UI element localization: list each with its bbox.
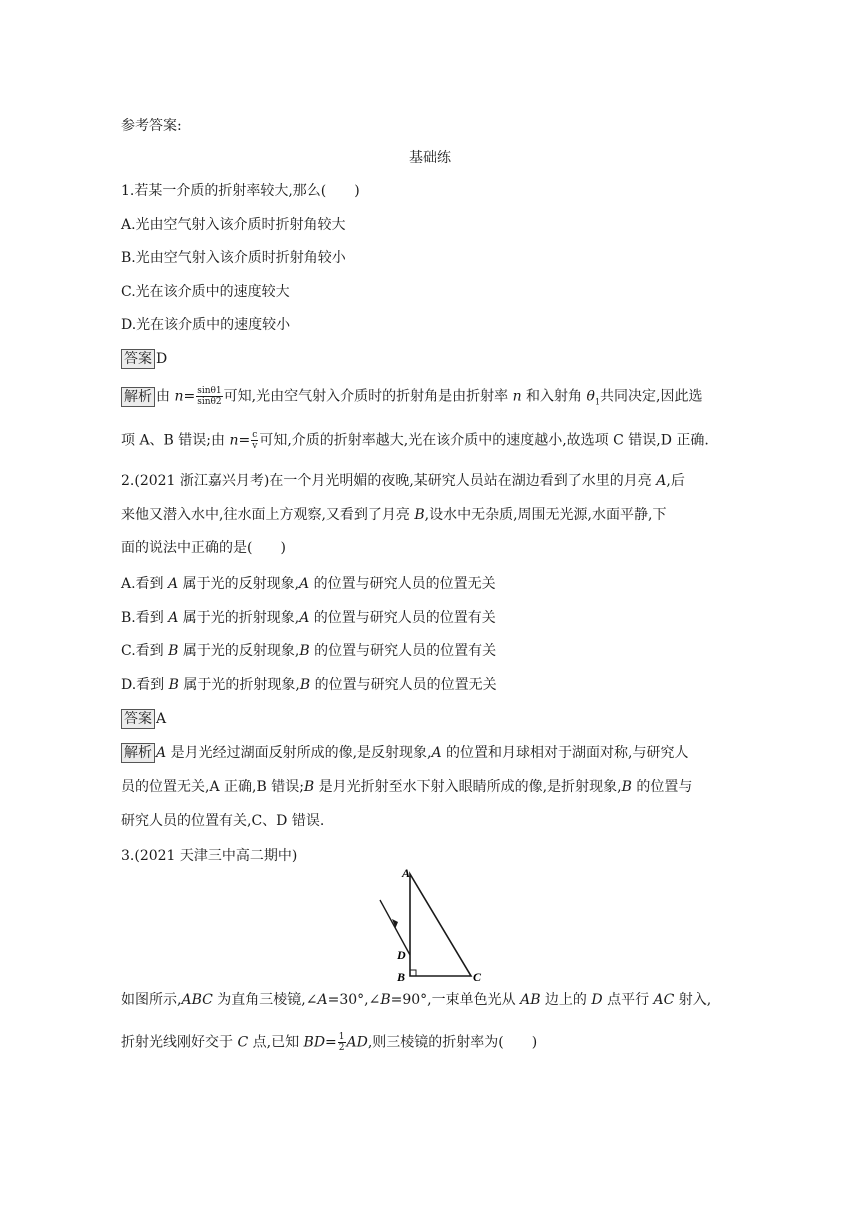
var: B bbox=[303, 779, 315, 795]
text: = bbox=[238, 432, 251, 449]
text: B.看到 bbox=[121, 610, 169, 626]
var: A bbox=[168, 576, 179, 592]
fraction-denominator: 2 bbox=[338, 1043, 345, 1053]
text: 2.(2021 浙江嘉兴月考)在一个月光明媚的夜晚,某研究人员站在湖边看到了水里的月亮 bbox=[121, 473, 657, 489]
fraction-sin bbox=[196, 386, 222, 407]
text: 属于光的折射现象, bbox=[178, 610, 300, 626]
q2-answer bbox=[121, 709, 166, 729]
fraction-denominator: v bbox=[252, 441, 258, 451]
reference-answer-label: 参考答案: bbox=[121, 118, 182, 134]
text: 来他又潜入水中,往水面上方观察,又看到了月亮 bbox=[121, 507, 415, 523]
q2-option-d bbox=[121, 675, 497, 695]
var: ABC bbox=[181, 992, 213, 1008]
fraction-denominator: sinθ2 bbox=[197, 397, 222, 407]
point-label-d: D bbox=[397, 948, 406, 962]
fraction-c-v bbox=[251, 430, 258, 451]
var: AD bbox=[346, 1034, 368, 1051]
var: B bbox=[621, 779, 632, 795]
var: A bbox=[299, 610, 310, 626]
text: 如图所示, bbox=[121, 992, 182, 1008]
text: A.看到 bbox=[121, 576, 169, 592]
q1-answer bbox=[121, 349, 167, 369]
text: 可知,光由空气射入介质时的折射角是由折射率 bbox=[223, 388, 513, 405]
vertex-label-a: A bbox=[402, 866, 411, 880]
text: D.看到 bbox=[121, 677, 169, 693]
q2-stem-line-1 bbox=[121, 471, 685, 491]
incident-ray bbox=[380, 900, 410, 955]
q2-option-c bbox=[121, 641, 496, 661]
fraction-numerator: c bbox=[252, 430, 258, 440]
var: A bbox=[156, 745, 167, 761]
fraction-numerator: sinθ1 bbox=[197, 386, 222, 396]
text: 边上的 bbox=[540, 992, 592, 1008]
fraction-numerator: 1 bbox=[338, 1032, 345, 1042]
var: B bbox=[414, 507, 425, 523]
q1-answer-value: D bbox=[156, 351, 168, 367]
text: 项 A、B 错误;由 bbox=[121, 432, 230, 449]
right-angle-marker bbox=[410, 970, 416, 976]
var: B bbox=[168, 643, 179, 659]
fraction-half bbox=[338, 1032, 346, 1053]
answer-tag: 答案 bbox=[121, 349, 155, 369]
text: 的位置与研究人员的位置无关 bbox=[310, 677, 497, 693]
text: =90°,一束单色光从 bbox=[390, 992, 521, 1008]
q2-stem-line-2 bbox=[121, 505, 666, 525]
text: = bbox=[325, 1034, 337, 1051]
q2-option-b bbox=[121, 608, 496, 628]
var: A bbox=[656, 473, 667, 489]
var: A bbox=[168, 610, 179, 626]
q2-stem-line-3: 面的说法中正确的是( ) bbox=[121, 540, 286, 556]
q1-option-d: D.光在该介质中的速度较小 bbox=[121, 317, 291, 333]
text: 点,已知 bbox=[248, 1034, 304, 1051]
q1-analysis-line-2 bbox=[121, 430, 709, 451]
var-n: n bbox=[229, 432, 239, 449]
text: 可知,介质的折射率越大,光在该介质中的速度越小,故选项 C 错误,D 正确. bbox=[259, 432, 709, 449]
var: AC bbox=[653, 992, 675, 1008]
q2-analysis-line-1 bbox=[121, 743, 689, 763]
text: 共同决定,因此选 bbox=[600, 388, 703, 405]
var: B bbox=[299, 677, 311, 693]
var: A bbox=[299, 576, 310, 592]
text: ,后 bbox=[666, 473, 685, 489]
text: 的位置与研究人员的位置有关 bbox=[309, 610, 496, 626]
text: 是月光折射至水下射入眼睛所成的像,是折射现象, bbox=[314, 779, 622, 795]
text: 为直角三棱镜,∠ bbox=[212, 992, 318, 1008]
text: 射入, bbox=[674, 992, 712, 1008]
text: 属于光的反射现象, bbox=[178, 643, 300, 659]
var: AB bbox=[520, 992, 541, 1008]
text: 员的位置无关,A 正确,B 错误; bbox=[121, 779, 304, 795]
answer-tag: 答案 bbox=[121, 709, 155, 729]
text: 的位置与研究人员的位置有关 bbox=[309, 643, 497, 659]
var-n: n bbox=[174, 388, 184, 405]
q1-option-b: B.光由空气射入该介质时折射角较小 bbox=[121, 250, 346, 266]
vertex-label-c: C bbox=[473, 970, 482, 984]
var: A bbox=[317, 992, 328, 1008]
var-n: n bbox=[512, 388, 522, 405]
text: 的位置与 bbox=[631, 779, 693, 795]
analysis-tag: 解析 bbox=[121, 743, 155, 763]
text: C.看到 bbox=[121, 643, 169, 659]
text: ,设水中无杂质,周围无光源,水面平静,下 bbox=[424, 507, 667, 523]
var: C bbox=[237, 1034, 249, 1051]
text: 属于光的反射现象, bbox=[178, 576, 300, 592]
prism-diagram bbox=[370, 864, 490, 984]
q1-analysis-line-1 bbox=[121, 386, 703, 412]
text: ,则三棱镜的折射率为( ) bbox=[367, 1034, 538, 1051]
q3-stem: 3.(2021 天津三中高二期中) bbox=[121, 848, 298, 864]
text: = bbox=[183, 388, 196, 405]
q3-text-line-1 bbox=[121, 990, 711, 1010]
text: 是月光经过湖面反射所成的像,是反射现象, bbox=[166, 745, 432, 761]
text: 折射光线刚好交于 bbox=[121, 1034, 238, 1051]
text: 属于光的折射现象, bbox=[178, 677, 300, 693]
text: 的位置和月球相对于湖面对称,与研究人 bbox=[441, 745, 689, 761]
var: B bbox=[168, 677, 179, 693]
text: 点平行 bbox=[602, 992, 654, 1008]
analysis-tag: 解析 bbox=[121, 387, 155, 407]
q1-option-c: C.光在该介质中的速度较大 bbox=[121, 284, 290, 300]
vertex-label-b: B bbox=[397, 970, 406, 984]
q1-option-a: A.光由空气射入该介质时折射角较大 bbox=[121, 217, 346, 233]
text: 的位置与研究人员的位置无关 bbox=[309, 576, 496, 592]
q3-text-line-2 bbox=[121, 1032, 537, 1053]
text: 和入射角 bbox=[521, 388, 587, 405]
var: B bbox=[380, 992, 391, 1008]
q1-stem: 1.若某一介质的折射率较大,那么( ) bbox=[121, 183, 360, 199]
section-title: 基础练 bbox=[409, 150, 451, 166]
var: A bbox=[431, 745, 442, 761]
var: B bbox=[299, 643, 310, 659]
q2-analysis-line-3: 研究人员的位置有关,C、D 错误. bbox=[121, 813, 325, 829]
var-theta: θ bbox=[586, 388, 595, 405]
text: =30°,∠ bbox=[327, 992, 381, 1008]
text: 由 bbox=[156, 388, 175, 405]
prism-triangle bbox=[410, 874, 471, 976]
q2-option-a bbox=[121, 574, 496, 594]
q2-analysis-line-2 bbox=[121, 777, 692, 797]
var: BD bbox=[303, 1034, 326, 1051]
q2-answer-value: A bbox=[156, 711, 167, 727]
subscript: 1 bbox=[594, 397, 601, 407]
var: D bbox=[591, 992, 603, 1008]
